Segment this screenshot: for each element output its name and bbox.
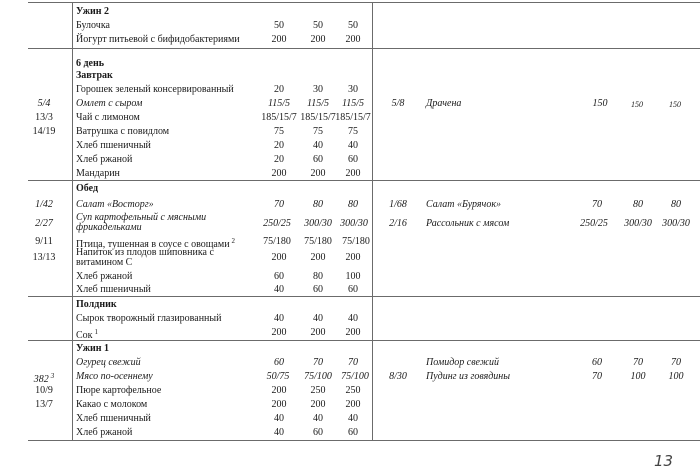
rule-after-snack — [28, 340, 700, 341]
dish-name: Какао с молоком — [76, 399, 148, 410]
portion-value: 50 — [348, 20, 358, 31]
section-title-breakfast: Завтрак — [76, 70, 113, 81]
portion-value: 30 — [348, 84, 358, 95]
portion-value: 40 — [274, 313, 284, 324]
recipe-code: 5/4 — [37, 98, 51, 109]
portion-value: 50 — [274, 20, 284, 31]
alt-portion-value: 300/30 — [624, 218, 652, 229]
portion-value: 70 — [313, 357, 323, 368]
dish-name: Йогурт питьевой с бифидобактериями — [76, 34, 240, 45]
alt-portion-value: 100 — [668, 371, 684, 382]
alt-dish-name: Салат «Бурячок» — [426, 199, 501, 210]
rule-bottom — [28, 440, 700, 441]
alt-portion-value: 80 — [671, 199, 681, 210]
rule-after-breakfast — [28, 180, 700, 181]
portion-value: 200 — [271, 327, 287, 338]
page-number-mark: 13 — [654, 452, 674, 470]
portion-value: 40 — [274, 413, 284, 424]
portion-value: 70 — [274, 199, 284, 210]
portion-value: 20 — [274, 84, 284, 95]
portion-value: 200 — [345, 252, 361, 263]
dish-name: Мандарин — [76, 168, 120, 179]
recipe-code: 9/11 — [35, 236, 53, 247]
portion-value: 60 — [313, 427, 323, 438]
portion-value: 115/5 — [341, 98, 365, 109]
portion-value: 50 — [313, 20, 323, 31]
footnote-mark: 1 — [94, 328, 99, 336]
portion-value: 200 — [271, 385, 287, 396]
recipe-code — [24, 371, 64, 385]
portion-value: 200 — [345, 34, 361, 45]
portion-value: 75/100 — [304, 371, 332, 382]
portion-value: 250 — [345, 385, 361, 396]
portion-value: 200 — [310, 34, 326, 45]
dish-name: Омлет с сыром — [76, 98, 143, 109]
portion-value: 75/180 — [263, 236, 291, 247]
portion-value: 60 — [313, 154, 323, 165]
rule-col-code — [72, 2, 73, 440]
portion-value: 70 — [348, 357, 358, 368]
portion-value: 40 — [348, 313, 358, 324]
dish-name: Хлеб пшеничный — [76, 140, 151, 151]
rule-after-supper2 — [28, 48, 700, 49]
portion-value: 250/25 — [263, 218, 291, 229]
dish-name: Хлеб ржаной — [76, 427, 133, 438]
portion-value: 115/5 — [306, 98, 330, 109]
alt-portion-value: 150 — [669, 100, 681, 109]
alt-portion-value: 70 — [592, 371, 602, 382]
portion-value: 200 — [271, 399, 287, 410]
portion-value: 40 — [348, 413, 358, 424]
section-title-lunch: Обед — [76, 183, 99, 194]
dish-name: Хлеб пшеничный — [76, 284, 151, 295]
portion-value: 40 — [348, 140, 358, 151]
dish-name: Мясо по-осеннему — [76, 371, 153, 382]
portion-value: 50/75 — [266, 371, 290, 382]
alt-dish-name: Драчена — [426, 98, 462, 109]
alt-portion-value: 70 — [633, 357, 643, 368]
portion-value: 200 — [310, 252, 326, 263]
dish-name: Хлеб пшеничный — [76, 413, 151, 424]
dish-name: Напиток из плодов шиповника с витамином С — [76, 247, 214, 268]
portion-value: 200 — [345, 327, 361, 338]
alt-portion-value: 80 — [633, 199, 643, 210]
portion-value: 75/100 — [341, 371, 369, 382]
section-title-snack: Полдник — [76, 299, 117, 310]
rule-top — [28, 2, 700, 3]
alt-dish-name: Помидор свежий — [426, 357, 500, 368]
alt-portion-value: 150 — [631, 100, 643, 109]
alt-portion-value: 70 — [671, 357, 681, 368]
portion-value: 200 — [345, 399, 361, 410]
recipe-code: 10/9 — [35, 385, 53, 396]
alt-dish-name: Пудинг из говядины — [426, 371, 511, 382]
alt-recipe-code: 1/68 — [389, 199, 407, 210]
dish-name: Горошек зеленый консервированный — [76, 84, 234, 95]
portion-value: 200 — [271, 168, 287, 179]
alt-portion-value: 60 — [592, 357, 602, 368]
portion-value: 75/180 — [304, 236, 332, 247]
alt-portion-value: 300/30 — [662, 218, 690, 229]
alt-recipe-code: 8/30 — [389, 371, 407, 382]
recipe-code: 2/27 — [35, 218, 53, 229]
dish-name-text: Сок — [76, 330, 93, 341]
dish-name: Салат «Восторг» — [76, 199, 154, 210]
footnote-mark: 3 — [50, 372, 55, 380]
dish-name: Хлеб ржаной — [76, 154, 133, 165]
dish-name: Булочка — [76, 20, 110, 31]
portion-value: 300/30 — [304, 218, 332, 229]
portion-value: 200 — [271, 252, 287, 263]
alt-portion-value: 150 — [592, 98, 608, 109]
portion-value: 200 — [271, 34, 287, 45]
alt-portion-value: 70 — [592, 199, 602, 210]
portion-value: 115/5 — [267, 98, 291, 109]
dish-name: Ватрушка с повидлом — [76, 126, 170, 137]
portion-value: 200 — [310, 399, 326, 410]
portion-value: 75 — [348, 126, 358, 137]
portion-value: 75/180 — [342, 236, 370, 247]
recipe-code: 14/19 — [32, 126, 56, 137]
portion-value: 40 — [274, 427, 284, 438]
portion-value: 100 — [345, 271, 361, 282]
alt-recipe-code: 2/16 — [389, 218, 407, 229]
dish-name: Пюре картофельное — [76, 385, 162, 396]
portion-value: 185/15/7 — [261, 112, 297, 123]
alt-portion-value: 250/25 — [580, 218, 608, 229]
portion-value: 60 — [348, 154, 358, 165]
dish-name: Огурец свежий — [76, 357, 141, 368]
portion-value: 250 — [310, 385, 326, 396]
rule-after-lunch — [28, 296, 700, 297]
portion-value: 60 — [348, 427, 358, 438]
portion-value: 30 — [313, 84, 323, 95]
portion-value: 60 — [274, 357, 284, 368]
recipe-code: 1/42 — [35, 199, 53, 210]
portion-value: 200 — [310, 168, 326, 179]
portion-value: 40 — [313, 313, 323, 324]
dish-name — [76, 327, 98, 341]
dish-name-text: Птица, тушенная в соусе с овощами — [76, 239, 230, 250]
dish-name: Сырок творожный глазированный — [76, 313, 222, 324]
portion-value: 80 — [313, 199, 323, 210]
alt-dish-name: Рассольник с мясом — [426, 218, 510, 229]
portion-value: 75 — [274, 126, 284, 137]
alt-portion-value: 100 — [630, 371, 646, 382]
portion-value: 80 — [313, 271, 323, 282]
portion-value: 20 — [274, 154, 284, 165]
section-title-supper2: Ужин 2 — [76, 6, 109, 17]
dish-name: Хлеб ржаной — [76, 271, 133, 282]
day-title: 6 день — [76, 58, 105, 69]
dish-name: Чай с лимоном — [76, 112, 140, 123]
portion-value: 60 — [348, 284, 358, 295]
portion-value: 40 — [274, 284, 284, 295]
recipe-code-text: 382 — [33, 374, 49, 385]
portion-value: 300/30 — [340, 218, 368, 229]
portion-value: 20 — [274, 140, 284, 151]
portion-value: 40 — [313, 413, 323, 424]
portion-value: 75 — [313, 126, 323, 137]
recipe-code: 13/13 — [32, 252, 56, 263]
portion-value: 40 — [313, 140, 323, 151]
portion-value: 200 — [310, 327, 326, 338]
portion-value: 200 — [345, 168, 361, 179]
recipe-code: 13/3 — [35, 112, 53, 123]
portion-value: 185/15/7 — [335, 112, 371, 123]
alt-recipe-code: 5/8 — [391, 98, 405, 109]
dish-name: Суп картофельный с мясными фрикадельками — [76, 212, 207, 233]
footnote-mark: 2 — [231, 237, 236, 245]
section-title-supper1: Ужин 1 — [76, 343, 109, 354]
portion-value: 185/15/7 — [300, 112, 336, 123]
portion-value: 60 — [274, 271, 284, 282]
recipe-code: 13/7 — [35, 399, 53, 410]
portion-value: 80 — [348, 199, 358, 210]
portion-value: 60 — [313, 284, 323, 295]
